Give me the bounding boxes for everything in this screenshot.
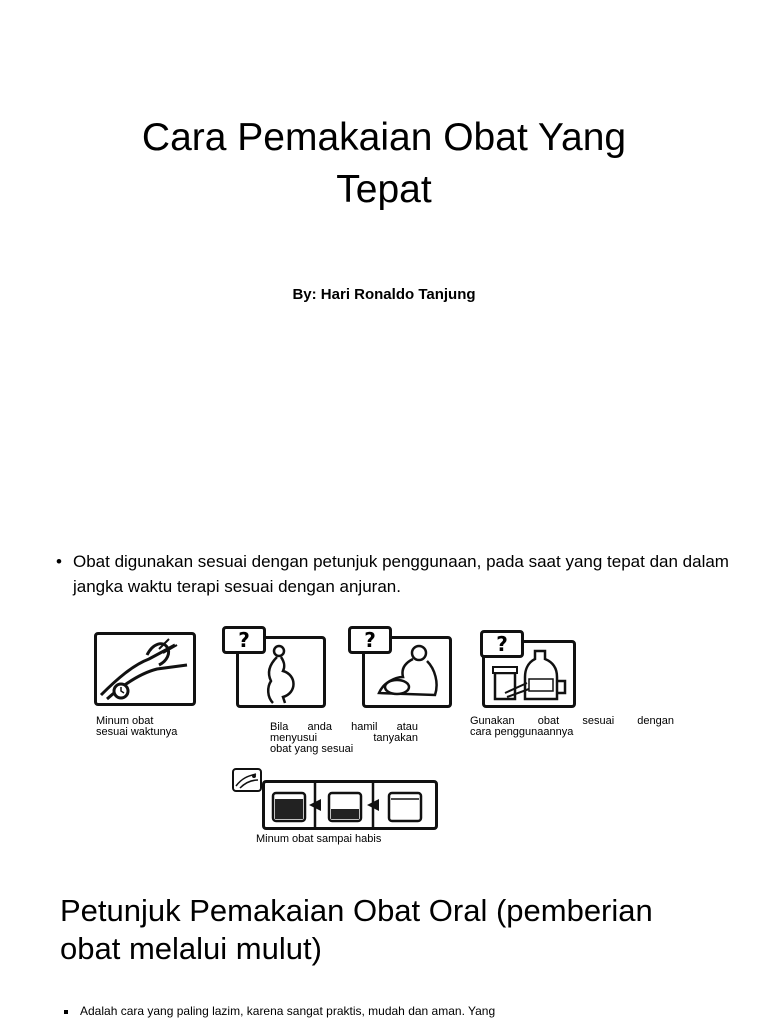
- question-mark-icon: ?: [348, 626, 392, 654]
- bullet-paragraph: [56, 549, 736, 599]
- caption-line: Minum obat: [96, 715, 154, 727]
- slide-title: [60, 112, 708, 216]
- sub-bullet: [64, 1004, 744, 1018]
- slide-title-line-1: Cara Pemakaian Obat Yang: [141, 116, 627, 159]
- slide-title-line-2: Tepat: [336, 168, 432, 211]
- panel-frame: [94, 632, 196, 706]
- panel-usage: [470, 630, 680, 742]
- panel-caption: [256, 834, 452, 845]
- panel-breastfeeding: [348, 626, 458, 716]
- caption-line: menyusui tanyakan: [270, 732, 418, 744]
- sub-bullet-text: Adalah cara yang paling lazim, karena sangat praktis, mudah dan aman. Yang: [80, 1004, 496, 1018]
- section-title: [60, 892, 740, 968]
- slide-2: [0, 512, 768, 1024]
- caption-line: Bila anda hamil atau: [270, 721, 418, 733]
- medicine-sequence-icon: [265, 783, 435, 827]
- author-byline: By: Hari Ronaldo Tanjung: [292, 286, 476, 303]
- caption-line: obat yang sesuai: [270, 743, 354, 755]
- section-title-line-2: obat melalui mulut): [60, 931, 322, 966]
- panel-finish-medicine: [232, 768, 452, 850]
- section-title-line-1: Petunjuk Pemakaian Obat Oral (pemberian: [60, 893, 653, 928]
- caption-line: cara penggunaannya: [470, 726, 574, 738]
- square-bullet-icon: [64, 1010, 68, 1014]
- panel-take-on-time: [94, 632, 214, 742]
- sequence-frame: [262, 780, 438, 830]
- pill-hand-icon: [232, 768, 262, 792]
- panel-caption: [96, 716, 214, 738]
- panel-caption: [470, 716, 674, 738]
- panel-caption: [270, 722, 418, 755]
- caption-line: Gunakan obat sesuai dengan: [470, 715, 674, 727]
- caption-line: Minum obat sampai habis: [256, 833, 382, 845]
- bullet-marker: •: [56, 552, 62, 571]
- question-mark-icon: ?: [480, 630, 524, 658]
- bullet-text: Obat digunakan sesuai dengan petunjuk penggunaan, pada saat yang tepat dan dalam jangka waktu terapi sesuai dengan anjuran.: [73, 552, 729, 596]
- wrist-watch-icon: [97, 635, 193, 703]
- caption-line: sesuai waktunya: [96, 726, 178, 738]
- question-mark-icon: ?: [222, 626, 266, 654]
